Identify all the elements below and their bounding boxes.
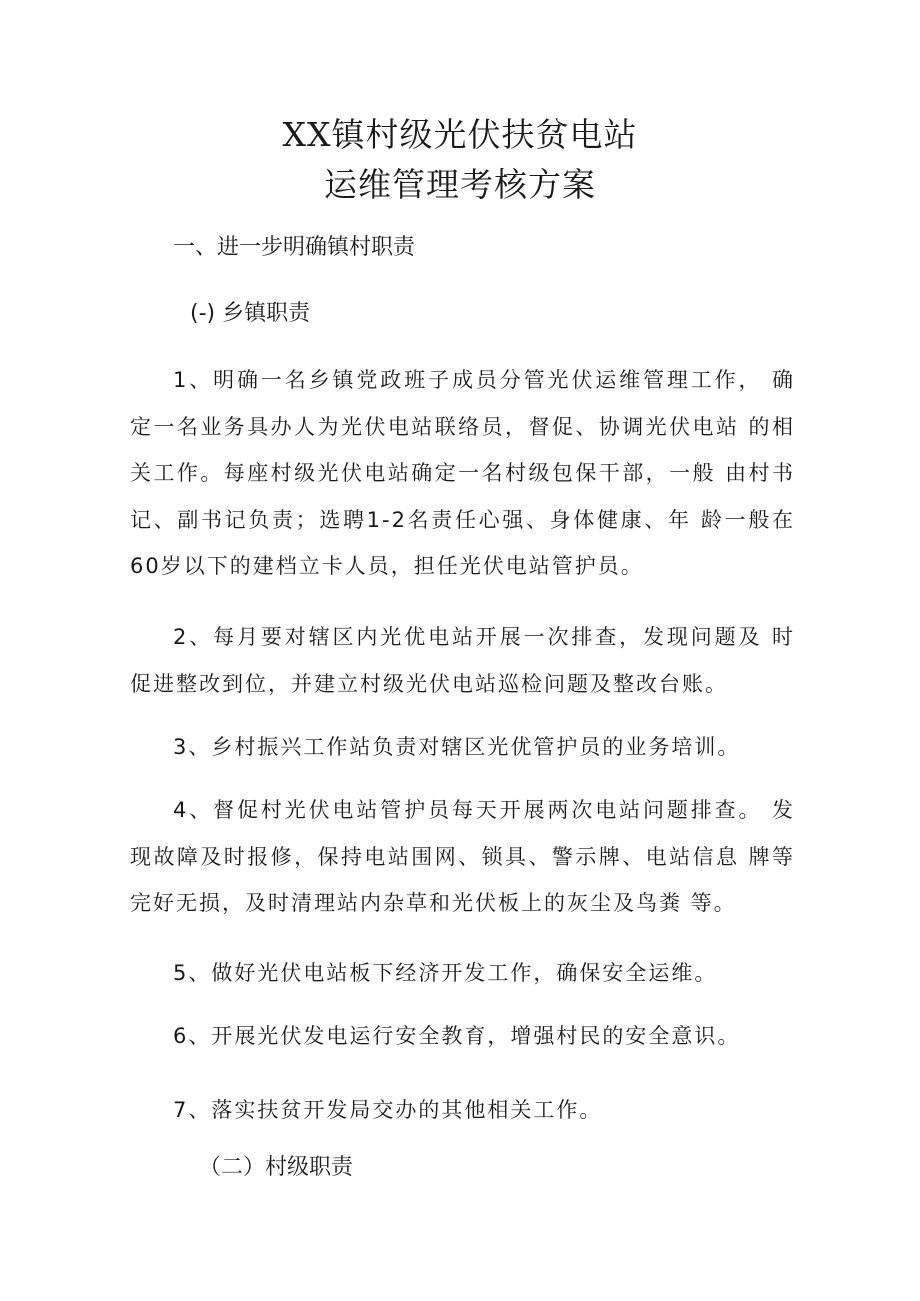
paragraph-item-6: 6、开展光伏发电运行安全教育，增强村民的安全意识。 <box>173 1024 741 1048</box>
paragraph-item-4: 4、督促村光伏电站管护员每天开展两次电站问题排查。 发现故障及时报修，保持电站围网、锁具、警示牌、电站信息 牌等完好无损，及时清理站内杂草和光伏板上的灰尘及鸟粪 等。 <box>130 798 795 915</box>
section-heading-1: 一、进一步明确镇村职责 <box>173 235 416 260</box>
subsection-heading-township: (-) 乡镇职责 <box>190 301 311 326</box>
paragraph-item-7: 7、落实扶贫开发局交办的其他相关工作。 <box>173 1098 603 1122</box>
paragraph-item-5: 5、做好光伏电站板下经济开发工作，确保安全运维。 <box>173 961 718 985</box>
document-title-line1: XX镇村级光伏扶贫电站 <box>282 115 638 154</box>
paragraph-item-1: 1、明确一名乡镇党政班子成员分管光伏运维管理工作， 确定一名业务具办人为光伏电站联络员，督促、协调光伏电站 的相关工作。每座村级光伏电站确定一名村级包保干部，一般 由村书记、副书记负责；选聘1-2名责任心强、身体健康、年 龄一般在60岁以下的建档立卡人员，担任光伏电站管护员。 <box>130 368 795 578</box>
paragraph-item-3: 3、乡村振兴工作站负责对辖区光优管护员的业务培训。 <box>173 735 741 759</box>
subsection-heading-village: （二）村级职责 <box>199 1155 354 1180</box>
paragraph-item-2: 2、每月要对辖区内光优电站开展一次排查，发现问题及 时促进整改到位，并建立村级光伏电站巡检问题及整改台账。 <box>130 625 795 696</box>
document-title-line2: 运维管理考核方案 <box>324 165 596 204</box>
